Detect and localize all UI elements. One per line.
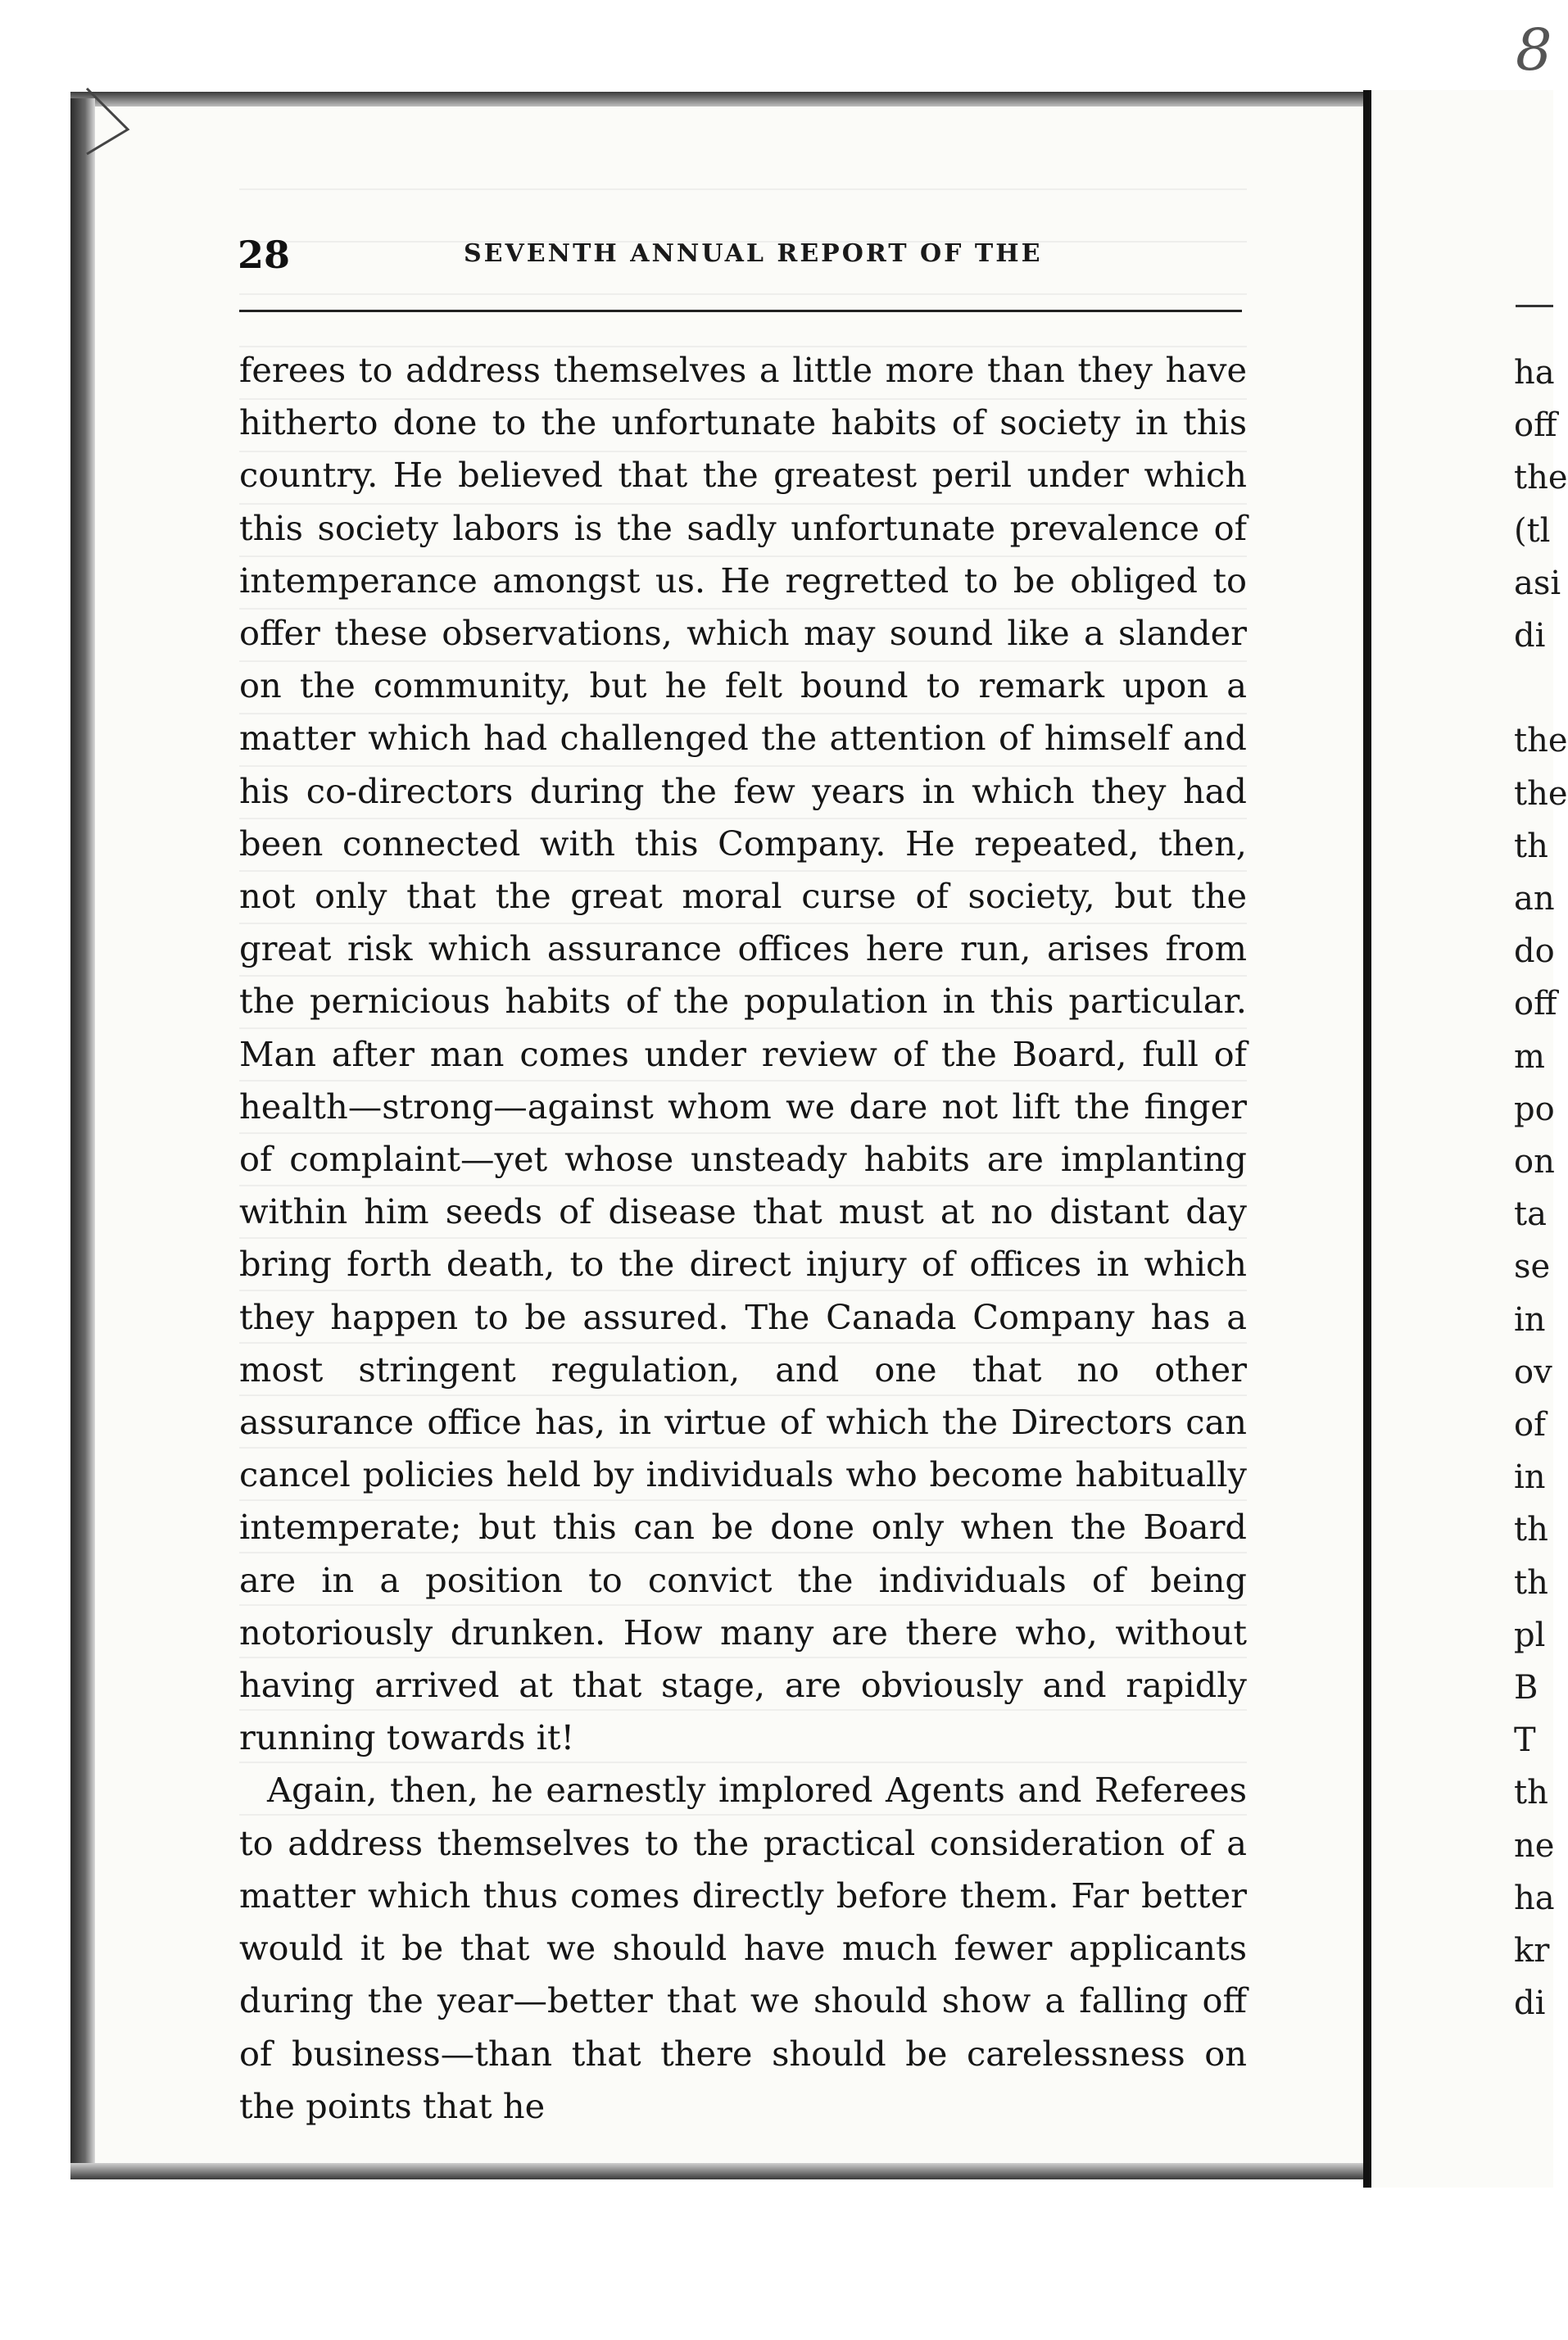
- facing-page-line: di: [1514, 617, 1546, 655]
- corner-mark-text: 8: [1516, 16, 1552, 84]
- page-top-edge: [70, 92, 1368, 107]
- facing-page-line: in: [1514, 1458, 1546, 1497]
- facing-page-line: kr: [1514, 1932, 1550, 1970]
- facing-page-line: th: [1514, 827, 1548, 865]
- facing-page-line: the: [1514, 774, 1568, 813]
- facing-page-line: po: [1514, 1090, 1555, 1128]
- facing-page: [1371, 90, 1553, 2188]
- facing-page-line: B: [1514, 1669, 1539, 1707]
- facing-page-line: an: [1514, 880, 1555, 918]
- facing-page-line: (tl: [1514, 511, 1551, 550]
- facing-page-line: pl: [1514, 1616, 1546, 1654]
- facing-page-line: ta: [1514, 1195, 1547, 1234]
- facing-page-line: do: [1514, 932, 1555, 971]
- book-gutter: [1363, 90, 1371, 2188]
- page-left-edge: [70, 98, 95, 2171]
- body-text: [239, 344, 1247, 2133]
- facing-page-line: on: [1514, 1143, 1555, 1181]
- header-rule: [239, 310, 1242, 312]
- facing-page-line: th: [1514, 1774, 1548, 1812]
- facing-page-line: se: [1514, 1248, 1551, 1286]
- facing-page-line: the: [1514, 459, 1568, 497]
- facing-page-line: ov: [1514, 1353, 1552, 1391]
- paragraph-2: Again, then, he earnestly implored Agents and Referees to address themselves to the practical consideration of a matter which thus comes directly before them. Far better would it be that we should have much fewer applicants during the year—better that we should show a falling off of business—than that there should be carelessness on the points that he: [239, 1770, 1247, 2126]
- facing-page-line: off: [1514, 406, 1557, 445]
- page-number: 28: [238, 233, 291, 277]
- facing-page-line: asi: [1514, 564, 1561, 602]
- facing-page-line: ha: [1514, 1879, 1555, 1917]
- facing-page-line: m: [1514, 1037, 1545, 1076]
- facing-page-line: off: [1514, 985, 1557, 1023]
- running-head: SEVENTH ANNUAL REPORT OF THE: [464, 239, 1043, 268]
- facing-page-line: th: [1514, 1563, 1548, 1602]
- paragraph-1: ferees to address themselves a little more than they have hitherto done to the unfortunate habits of society in this country. He believed that the greatest peril under which this society labors is the sadly unfortunate prevalence of intemperance amongst us. He regretted to be obliged to offer these observations, which may sound like a slander on the community, but he felt bound to remark upon a matter which had challenged the attention of himself and his co-directors during the few years in which they had been connected with this Company. He repeated, then, not only that the great moral curse of society, but the great risk which assurance offices here run, arises from the pernicious habits of the population in this particular. Man after man comes under review of the Board, full of health—strong—against whom we dare not lift the finger of complaint—yet whose unsteady habits are implanting within him seeds of disease that must at no distant day bring forth death, to the direct injury of offices in which they happen to be assured. The Canada Company has a most stringent regulation, and one that no other assurance office has, in virtue of which the Directors can cancel policies held by individuals who become habitually intemperate; but this can be done only when the Board are in a position to convict the individuals of being notoriously drunken. How many are there who, without having arrived at that stage, are obviously and rapidly running towards it!: [239, 350, 1247, 1758]
- folded-corner-icon: [79, 80, 152, 154]
- facing-page-line: of: [1514, 1406, 1546, 1444]
- facing-page-line: th: [1514, 1511, 1548, 1549]
- facing-page-line: ne: [1514, 1826, 1555, 1865]
- facing-page-line: T: [1514, 1721, 1536, 1760]
- facing-page-line: in: [1514, 1300, 1546, 1339]
- facing-page-rule: [1516, 305, 1553, 307]
- page-bottom-edge: [70, 2163, 1368, 2179]
- facing-page-line: ha: [1514, 354, 1555, 392]
- facing-page-line: the: [1514, 722, 1568, 760]
- facing-page-line: di: [1514, 1984, 1546, 2023]
